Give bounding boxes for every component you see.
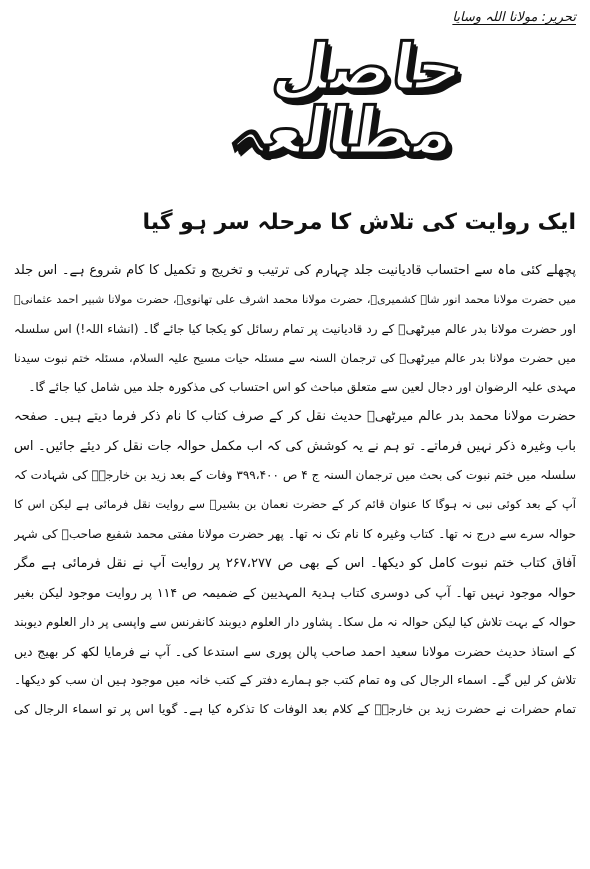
- body-line: باب وغیرہ ذکر نہیں فرماتے۔ تو ہم نے یہ کوشش کی کہ اب مکمل حوالہ جات نقل کر دیئے جائیں۔ اس: [14, 438, 576, 454]
- article-body: [14, 256, 576, 725]
- body-line: میں حضرت مولانا بدر عالم میرٹھیؒ کی ترجمان السنہ سے مسئلہ حیات مسیح علیہ السلام، مسئلہ ختم نبوت سیدنا: [14, 350, 576, 365]
- body-line: حوالہ موجود نہیں تھا۔ آپ کی دوسری کتاب ہدیۃ المہدیین کے ضمیمہ ص ۱۱۴ پر روایت موجود لیکن بغیر: [14, 585, 576, 601]
- body-line: میں حضرت مولانا محمد انور شاہ کشمیریؒ، حضرت مولانا محمد اشرف علی تھانویؒ، حضرت مولانا شبیر احمد عثمانیؒ: [14, 293, 576, 307]
- body-line: حوالہ سرے سے درج نہ تھا۔ کتاب وغیرہ کا نام تک نہ تھا۔ پھر حضرت مولانا مفتی محمد شفیع صاحبؒ کی شہر: [14, 526, 576, 541]
- body-line: حوالہ کے بہت تلاش کیا لیکن حوالہ نہ مل سکا۔ پشاور دار العلوم دیوبند کانفرنس سے واپسی پر دار العلوم دیوبند: [14, 614, 576, 629]
- body-line: سلسلہ میں ختم نبوت کی بحث میں ترجمان السنہ ج ۴ ص ۳۹۹،۴۰۰ وفات کے بعد زید بن خارجہؓ کی شہادت کہ: [14, 468, 576, 483]
- body-line: مہدی علیہ الرضوان اور دجال لعین سے متعلق مباحث کو اس احتساب کی مذکورہ جلد میں شامل کیا جائے گا۔: [28, 380, 576, 395]
- body-line: تلاش کر لیں گے۔ اسماء الرجال کی وہ تمام کتب جو ہمارے دفتر کے کتب خانہ میں موجود ہیں ان سب کو دیکھا۔: [14, 673, 576, 688]
- author-line: تحریر: مولانا اللہ وسایا: [452, 10, 576, 25]
- body-line: حضرت مولانا محمد بدر عالم میرٹھیؒ حدیث نقل کر کے صرف کتاب کا نام ذکر فرما دیتے ہیں۔ صفحہ: [14, 409, 576, 425]
- title-banner: [132, 31, 468, 169]
- body-line: پچھلے کئی ماہ سے احتساب قادیانیت جلد چہارم کی ترتیب و تخریج و تکمیل کا کام شروع ہے۔ اس جلد: [14, 263, 576, 278]
- body-line: تمام حضرات نے حضرت زید بن خارجہؓ کے کلام بعد الوفات کا تذکرہ کیا ہے۔ گویا اس پر تو اسماء الرجال کی: [14, 702, 576, 717]
- article-heading: ایک روایت کی تلاش کا مرحلہ سر ہو گیا: [142, 210, 576, 235]
- body-line: آپ کے بعد کوئی نبی نہ ہوگا کا عنوان قائم کر کے حضرت نعمان بن بشیرؓ سے روایت نقل فرمائی ہے لیکن اس کا: [14, 497, 576, 512]
- article-title: حاصل مطالعہ: [224, 31, 468, 169]
- body-line: آفاق کتاب ختم نبوت کامل کو دیکھا۔ اس کے بھی ص ۲۶۷،۲۷۷ پر روایت آپ نے نقل فرمائی ہے مگر: [14, 555, 576, 571]
- body-line: اور حضرت مولانا بدر عالم میرٹھیؒ کے رد قادیانیت پر تمام رسائل کو یکجا کیا جائے گا۔ (انشاء اللہ!) اس سلسلہ: [14, 321, 576, 336]
- body-line: کے استاذ حدیث حضرت مولانا سعید احمد صاحب پالن پوری سے استدعا کی۔ آپ نے فرمایا لکھ کر بھیج دیں: [14, 643, 576, 659]
